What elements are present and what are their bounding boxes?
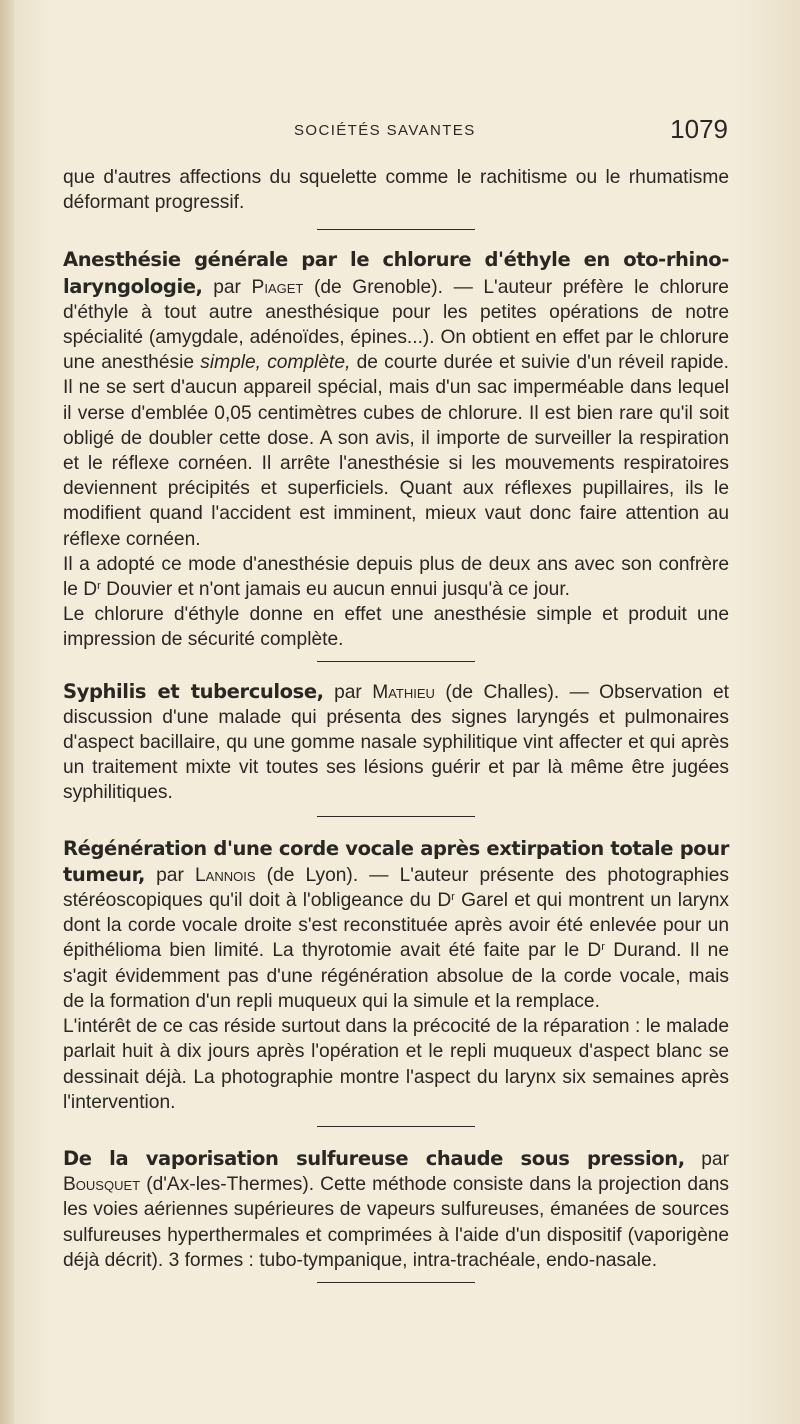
article-author: Piaget xyxy=(251,276,304,298)
article-syphilis xyxy=(63,679,729,806)
article-title: De la vaporisation sulfureuse chaude sous pression, xyxy=(63,1146,685,1170)
intro-paragraph: que d'autres affections du squelette comme le rachitisme ou le rhumatisme déformant progressif. xyxy=(63,167,729,214)
page-body xyxy=(63,165,729,1283)
article-text: Durand. Il ne s'agit évidemment pas d'une régénération absolue de la corde vocale, mais de la formation d'un repli muqueux qui la simule et la remplace. xyxy=(63,940,729,1012)
article-regeneration xyxy=(63,836,729,1115)
article-text: Garel et qui montrent un larynx dont la corde vocale droite s'est reconstituée après avoir été enlevée pour un épithélioma bien limité. La thyrotomie avait été faite par le D xyxy=(63,890,729,962)
section-divider xyxy=(317,661,475,662)
article-affiliation: (de Grenoble). xyxy=(313,276,443,298)
article-text: Douvier et n'ont jamais eu aucun ennui jusqu'à ce jour. xyxy=(106,579,570,601)
section-divider xyxy=(317,1126,475,1127)
by-label: par xyxy=(156,864,184,886)
article-paragraph xyxy=(63,552,729,602)
superscript: r xyxy=(97,580,101,593)
article-affiliation: (d'Ax-les-Thermes). xyxy=(146,1174,315,1196)
article-author: Mathieu xyxy=(372,681,435,703)
article-paragraph xyxy=(63,679,729,806)
article-text: de courte durée et suivie d'un réveil rapide. Il ne se sert d'aucun appareil spécial, mais d'un sac imperméable dans lequel il verse d'emblée 0,05 centimètres cubes de chlorure. Il est bien rare qu'il soit obligé de doubler cette dose. A son avis, il importe de surveiller la respiration et le réflexe cornéen. Il arrête l'anesthésie si les mouvements respiratoires deviennent précipités et superficiels. Quant aux réflexes pupillaires, ils le modifient quand l'accident est imminent, mieux vaut donc faire attention au réflexe cornéen. xyxy=(63,352,729,550)
running-head: SOCIÉTÉS SAVANTES xyxy=(294,122,476,139)
article-text: Cette méthode consiste dans la projection dans les voies aériennes supérieures de vapeurs sulfureuses, émanées de sources sulfureuses hyperthermales et comprimées à l'aide d'un dispositif (vaporigène déjà décrit). 3 formes : tubo-tympanique, intra-trachéale, endo-nasale. xyxy=(63,1174,730,1271)
article-paragraph xyxy=(63,836,729,1014)
by-label: par xyxy=(213,276,241,298)
article-emphasis: simple, complète, xyxy=(200,352,351,374)
article-author: Lannois xyxy=(195,864,256,886)
article-text: — L'auteur présente des photographies stéréoscopiques qu'il doit à l'obligeance du D xyxy=(63,864,729,912)
article-text: — Observation et discussion d'une malade qui présenta des signes laryngés et pulmonaires d'aspect bacillaire, qu une gomme nasale syphilitique vint affecter et qui après un traitement mixte vit toutes ses lésions guérir et par là même être jugées syphilitiques. xyxy=(63,681,730,804)
article-anesthesie xyxy=(63,247,729,652)
article-paragraph: L'intérêt de ce cas réside surtout dans la précocité de la réparation : le malade parlait huit à dix jours après l'opération et le repli muqueux d'aspect blanc se dessinait déjà. La photographie montre l'aspect du larynx six semaines après l'intervention. xyxy=(63,1016,729,1113)
page-binding-edge xyxy=(0,0,14,1424)
superscript: r xyxy=(451,891,455,904)
article-title: Régénération d'une corde vocale après extirpation totale pour tumeur, xyxy=(63,836,729,886)
article-vaporisation xyxy=(63,1146,729,1273)
page-number: 1079 xyxy=(670,114,728,144)
article-text: — L'auteur préfère le chlorure d'éthyle à tout autre anesthésique pour les petites opérations de notre spécialité (amygdale, adénoïdes, épines...). On obtient en effet par le chlorure une anesthésie xyxy=(63,276,729,374)
by-label: par xyxy=(334,681,362,703)
article-title: Anesthésie générale par le chlorure d'éthyle en oto-rhino-laryngologie, xyxy=(63,248,729,298)
article-author: Bousquet xyxy=(63,1174,141,1196)
article-paragraph xyxy=(63,1146,729,1273)
section-divider xyxy=(317,816,475,817)
article-text: Il a adopté ce mode d'anesthésie depuis plus de deux ans avec son confrère le D xyxy=(63,553,729,601)
article-title: Syphilis et tuberculose, xyxy=(63,679,324,703)
by-label: par xyxy=(701,1148,729,1170)
article-affiliation: (de Lyon). xyxy=(266,864,359,886)
section-divider xyxy=(317,1282,475,1283)
article-affiliation: (de Challes). xyxy=(445,681,560,703)
article-paragraph: Le chlorure d'éthyle donne en effet une anesthésie simple et produit une impression de sécurité complète. xyxy=(63,604,729,651)
article-paragraph xyxy=(63,247,729,551)
section-divider xyxy=(317,229,475,230)
page-header xyxy=(64,112,728,152)
superscript: r xyxy=(601,941,605,954)
